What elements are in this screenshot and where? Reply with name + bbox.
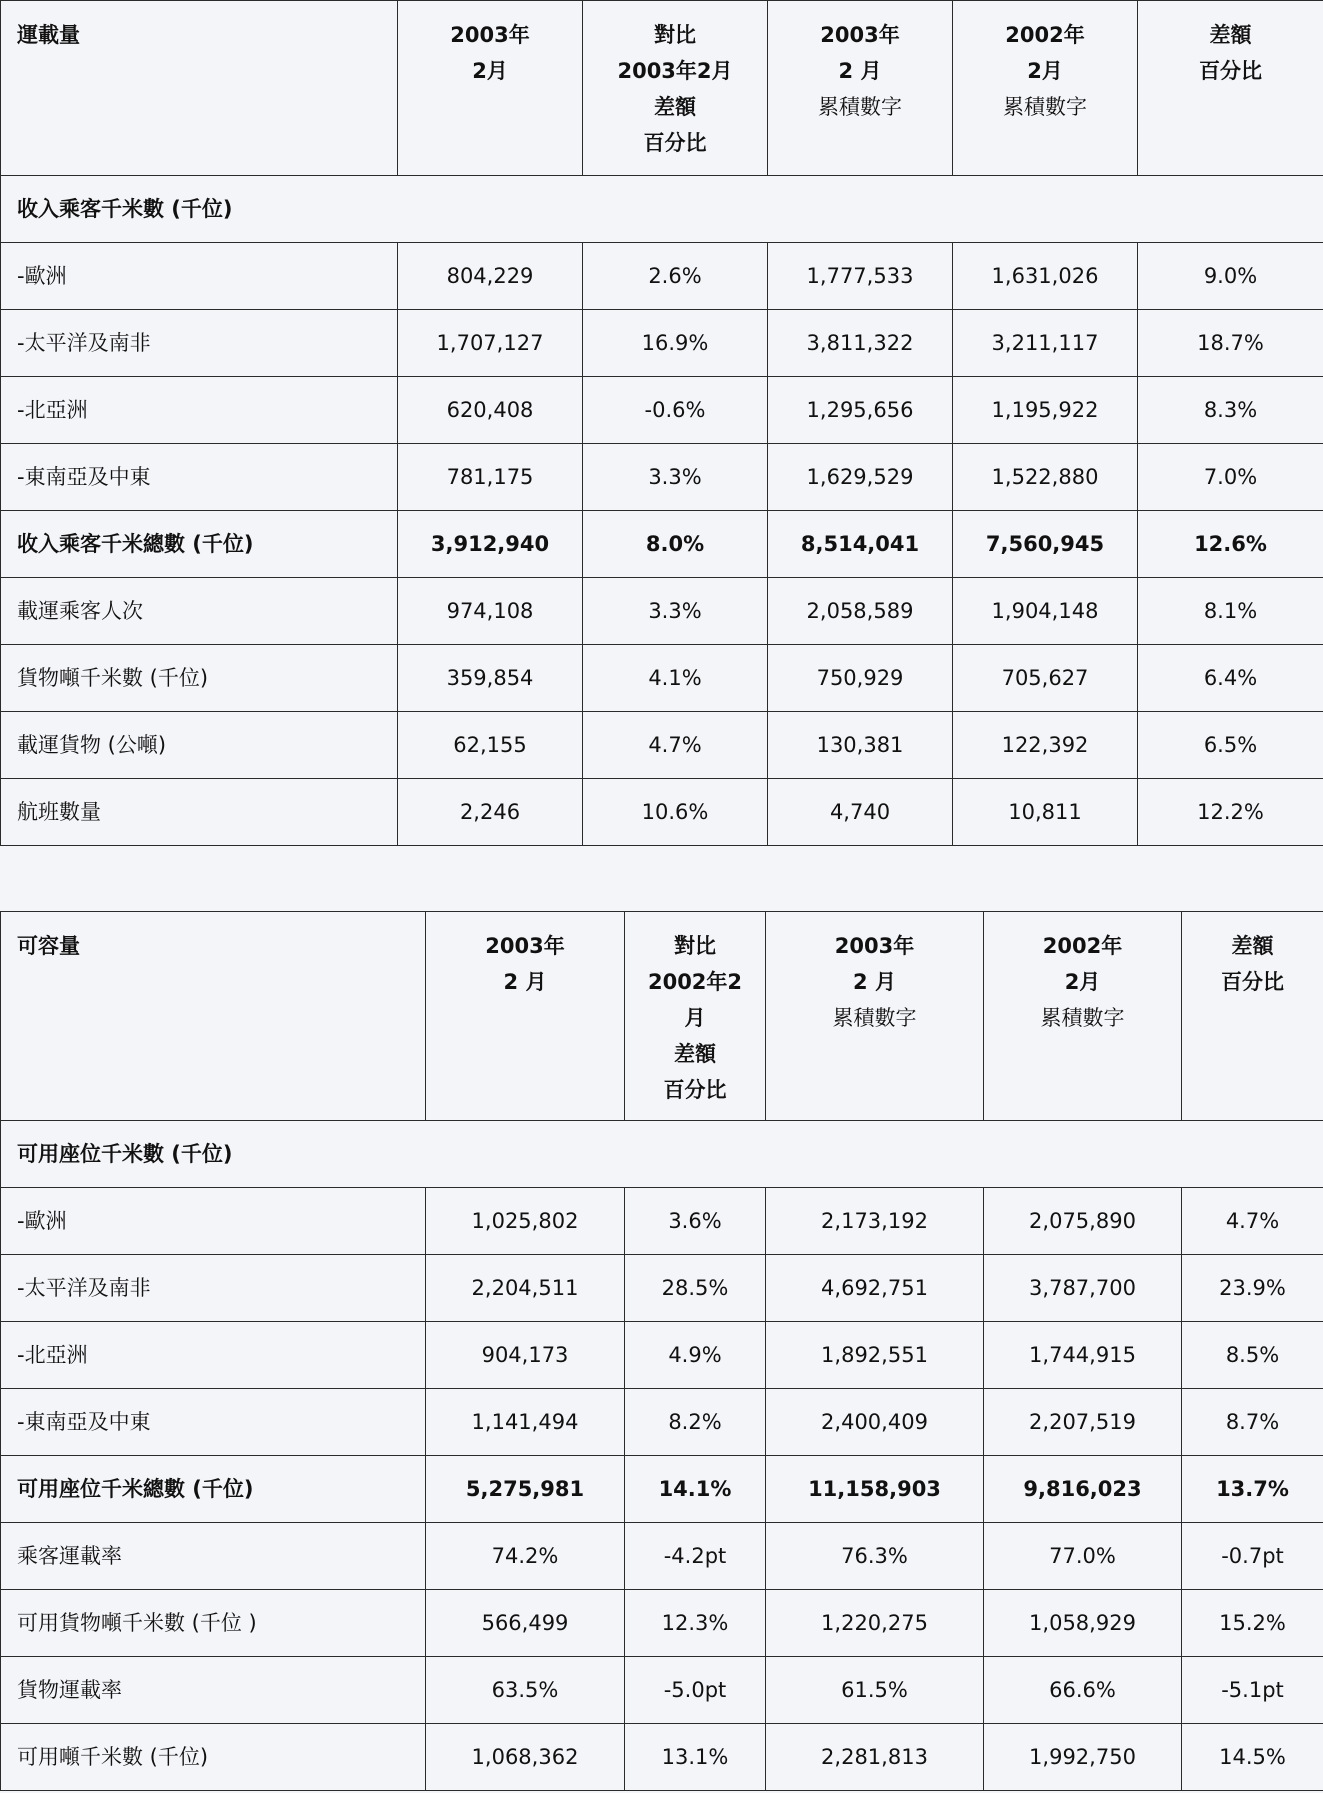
row-value: 28.5% xyxy=(625,1255,766,1322)
row-value: 2.6% xyxy=(583,243,768,310)
row-value: 23.9% xyxy=(1182,1255,1323,1322)
row-label: -太平洋及南非 xyxy=(1,310,398,377)
row-value: 620,408 xyxy=(398,377,583,444)
capacity-table-body xyxy=(1,912,1323,1791)
row-value: 1,892,551 xyxy=(766,1322,984,1389)
row-value: 2,400,409 xyxy=(766,1389,984,1456)
row-value: -4.2pt xyxy=(625,1523,766,1590)
capacity-header-c4-line: 2月 xyxy=(1064,970,1101,994)
traffic-section-title: 收入乘客千米數 (千位) xyxy=(1,176,1323,243)
row-value: 1,744,915 xyxy=(984,1322,1182,1389)
row-value: 1,068,362 xyxy=(426,1724,625,1791)
row-label: 可用貨物噸千米數 (千位 ) xyxy=(1,1590,426,1657)
traffic-header-c4-line: 2月 xyxy=(1027,59,1063,83)
row-value: 61.5% xyxy=(766,1657,984,1724)
table-row xyxy=(1,243,1323,310)
traffic-header-c4-line: 累積數字 xyxy=(1003,95,1087,119)
capacity-header-c2-line: 百分比 xyxy=(663,1078,727,1102)
row-value: -5.1pt xyxy=(1182,1657,1323,1724)
traffic-header-c1-line: 2月 xyxy=(472,59,508,83)
capacity-header-c4-line: 累積數字 xyxy=(1040,1006,1125,1030)
table-row xyxy=(1,310,1323,377)
row-value: 12.2% xyxy=(1138,779,1323,846)
capacity-header-c1-line: 2 月 xyxy=(503,970,547,994)
row-value: 8.5% xyxy=(1182,1322,1323,1389)
row-label: 載運乘客人次 xyxy=(1,578,398,645)
row-label: 收入乘客千米總數 (千位) xyxy=(1,511,398,578)
row-value: 2,281,813 xyxy=(766,1724,984,1791)
row-value: 11,158,903 xyxy=(766,1456,984,1523)
traffic-header-c5-line: 百分比 xyxy=(1199,59,1262,83)
table-row xyxy=(1,444,1323,511)
traffic-table xyxy=(0,0,1323,846)
traffic-header-c3-line: 累積數字 xyxy=(818,95,902,119)
table-row xyxy=(1,645,1323,712)
traffic-header-c2-line: 2003年2月 xyxy=(617,59,733,83)
row-label: -北亞洲 xyxy=(1,377,398,444)
traffic-header-c4 xyxy=(953,1,1138,176)
traffic-header-c4-line: 2002年 xyxy=(1005,23,1085,47)
traffic-table-body xyxy=(1,1,1323,846)
row-value: 77.0% xyxy=(984,1523,1182,1590)
row-value: 750,929 xyxy=(768,645,953,712)
traffic-header-c5 xyxy=(1138,1,1323,176)
row-value: 3,211,117 xyxy=(953,310,1138,377)
row-value: 1,522,880 xyxy=(953,444,1138,511)
row-value: 3,811,322 xyxy=(768,310,953,377)
row-value: 122,392 xyxy=(953,712,1138,779)
row-value: 13.1% xyxy=(625,1724,766,1791)
row-value: 13.7% xyxy=(1182,1456,1323,1523)
table-row xyxy=(1,1724,1323,1791)
row-label: -東南亞及中東 xyxy=(1,444,398,511)
row-value: 359,854 xyxy=(398,645,583,712)
row-value: 1,631,026 xyxy=(953,243,1138,310)
row-value: 7,560,945 xyxy=(953,511,1138,578)
row-value: 974,108 xyxy=(398,578,583,645)
row-value: 130,381 xyxy=(768,712,953,779)
row-value: 15.2% xyxy=(1182,1590,1323,1657)
row-value: 1,195,922 xyxy=(953,377,1138,444)
row-label: -北亞洲 xyxy=(1,1322,426,1389)
row-label: 貨物噸千米數 (千位) xyxy=(1,645,398,712)
row-value: 3,912,940 xyxy=(398,511,583,578)
row-value: 566,499 xyxy=(426,1590,625,1657)
table-row xyxy=(1,578,1323,645)
row-value: 4.7% xyxy=(583,712,768,779)
row-value: 12.6% xyxy=(1138,511,1323,578)
row-value: 10.6% xyxy=(583,779,768,846)
traffic-header-c3-line: 2003年 xyxy=(820,23,900,47)
traffic-header-c2-line: 對比 xyxy=(654,23,696,47)
row-value: -0.7pt xyxy=(1182,1523,1323,1590)
row-value: 76.3% xyxy=(766,1523,984,1590)
row-value: 8.2% xyxy=(625,1389,766,1456)
row-value: 1,777,533 xyxy=(768,243,953,310)
row-value: 8,514,041 xyxy=(768,511,953,578)
capacity-header-c5 xyxy=(1182,912,1323,1121)
capacity-header-c2-line: 對比 xyxy=(674,934,716,958)
capacity-header-c3-line: 累積數字 xyxy=(832,1006,917,1030)
row-value: 1,707,127 xyxy=(398,310,583,377)
capacity-header-c4 xyxy=(984,912,1182,1121)
capacity-header-row xyxy=(1,912,1323,1121)
table-row xyxy=(1,1657,1323,1724)
capacity-section-row xyxy=(1,1121,1323,1188)
row-label: 貨物運載率 xyxy=(1,1657,426,1724)
traffic-header-c3-line: 2 月 xyxy=(838,59,882,83)
row-value: 1,295,656 xyxy=(768,377,953,444)
row-value: 3.3% xyxy=(583,578,768,645)
row-value: 3.6% xyxy=(625,1188,766,1255)
row-value: 16.9% xyxy=(583,310,768,377)
capacity-header-c2-line: 月 xyxy=(684,1006,706,1030)
row-value: 804,229 xyxy=(398,243,583,310)
row-value: 10,811 xyxy=(953,779,1138,846)
row-value: 3.3% xyxy=(583,444,768,511)
table-row xyxy=(1,1590,1323,1657)
capacity-header-c3-line: 2 月 xyxy=(853,970,896,994)
row-value: 8.0% xyxy=(583,511,768,578)
table-row xyxy=(1,1456,1323,1523)
row-value: 62,155 xyxy=(398,712,583,779)
capacity-header-c3 xyxy=(766,912,984,1121)
table-row xyxy=(1,511,1323,578)
row-label: -太平洋及南非 xyxy=(1,1255,426,1322)
row-value: 2,204,511 xyxy=(426,1255,625,1322)
row-value: 6.4% xyxy=(1138,645,1323,712)
row-value: 4,740 xyxy=(768,779,953,846)
row-value: 1,141,494 xyxy=(426,1389,625,1456)
traffic-header-c1-line: 2003年 xyxy=(450,23,530,47)
row-value: 2,058,589 xyxy=(768,578,953,645)
row-value: 2,246 xyxy=(398,779,583,846)
row-value: 12.3% xyxy=(625,1590,766,1657)
table-row xyxy=(1,1322,1323,1389)
row-value: 9.0% xyxy=(1138,243,1323,310)
capacity-header-c1 xyxy=(426,912,625,1121)
row-value: 1,992,750 xyxy=(984,1724,1182,1791)
table-row xyxy=(1,1523,1323,1590)
row-value: 6.5% xyxy=(1138,712,1323,779)
capacity-table xyxy=(0,911,1323,1791)
capacity-header-c1-line: 2003年 xyxy=(485,934,565,958)
row-value: 2,075,890 xyxy=(984,1188,1182,1255)
row-value: 4,692,751 xyxy=(766,1255,984,1322)
row-value: 1,629,529 xyxy=(768,444,953,511)
row-value: 4.1% xyxy=(583,645,768,712)
row-value: 4.9% xyxy=(625,1322,766,1389)
traffic-section-row xyxy=(1,176,1323,243)
traffic-header-c2 xyxy=(583,1,768,176)
row-value: 1,058,929 xyxy=(984,1590,1182,1657)
row-value: 14.5% xyxy=(1182,1724,1323,1791)
capacity-title: 可容量 xyxy=(1,912,426,1121)
capacity-header-c5-line: 差額 xyxy=(1231,934,1274,958)
traffic-header-c2-line: 差額 xyxy=(654,95,696,119)
row-label: 可用噸千米數 (千位) xyxy=(1,1724,426,1791)
row-value: 4.7% xyxy=(1182,1188,1323,1255)
row-value: 1,025,802 xyxy=(426,1188,625,1255)
row-value: -5.0pt xyxy=(625,1657,766,1724)
row-label: 可用座位千米總數 (千位) xyxy=(1,1456,426,1523)
row-value: 74.2% xyxy=(426,1523,625,1590)
capacity-header-c4-line: 2002年 xyxy=(1042,934,1123,958)
traffic-header-c1 xyxy=(398,1,583,176)
traffic-header-c5-line: 差額 xyxy=(1209,23,1252,47)
capacity-section-title: 可用座位千米數 (千位) xyxy=(1,1121,1323,1188)
row-value: 14.1% xyxy=(625,1456,766,1523)
capacity-header-c2-line: 2002年2 xyxy=(647,970,743,994)
table-row xyxy=(1,779,1323,846)
row-label: -歐洲 xyxy=(1,243,398,310)
table-row xyxy=(1,377,1323,444)
row-label: 載運貨物 (公噸) xyxy=(1,712,398,779)
traffic-title: 運載量 xyxy=(1,1,398,176)
row-value: 781,175 xyxy=(398,444,583,511)
table-row xyxy=(1,1389,1323,1456)
table-row xyxy=(1,712,1323,779)
row-value: 5,275,981 xyxy=(426,1456,625,1523)
row-value: 18.7% xyxy=(1138,310,1323,377)
row-value: 9,816,023 xyxy=(984,1456,1182,1523)
row-value: 904,173 xyxy=(426,1322,625,1389)
row-value: 8.1% xyxy=(1138,578,1323,645)
capacity-header-c3-line: 2003年 xyxy=(834,934,915,958)
row-value: 7.0% xyxy=(1138,444,1323,511)
row-label: -歐洲 xyxy=(1,1188,426,1255)
table-row xyxy=(1,1188,1323,1255)
row-value: 1,904,148 xyxy=(953,578,1138,645)
row-label: -東南亞及中東 xyxy=(1,1389,426,1456)
traffic-header-c3 xyxy=(768,1,953,176)
row-value: 8.3% xyxy=(1138,377,1323,444)
traffic-header-row xyxy=(1,1,1323,176)
table-row xyxy=(1,1255,1323,1322)
row-value: 705,627 xyxy=(953,645,1138,712)
row-value: 1,220,275 xyxy=(766,1590,984,1657)
capacity-header-c2 xyxy=(625,912,766,1121)
row-value: 63.5% xyxy=(426,1657,625,1724)
row-value: 66.6% xyxy=(984,1657,1182,1724)
row-value: 8.7% xyxy=(1182,1389,1323,1456)
row-value: 3,787,700 xyxy=(984,1255,1182,1322)
traffic-header-c2-line: 百分比 xyxy=(643,131,707,155)
row-value: -0.6% xyxy=(583,377,768,444)
row-label: 航班數量 xyxy=(1,779,398,846)
row-label: 乘客運載率 xyxy=(1,1523,426,1590)
capacity-header-c2-line: 差額 xyxy=(674,1042,716,1066)
row-value: 2,173,192 xyxy=(766,1188,984,1255)
row-value: 2,207,519 xyxy=(984,1389,1182,1456)
capacity-header-c5-line: 百分比 xyxy=(1221,970,1284,994)
